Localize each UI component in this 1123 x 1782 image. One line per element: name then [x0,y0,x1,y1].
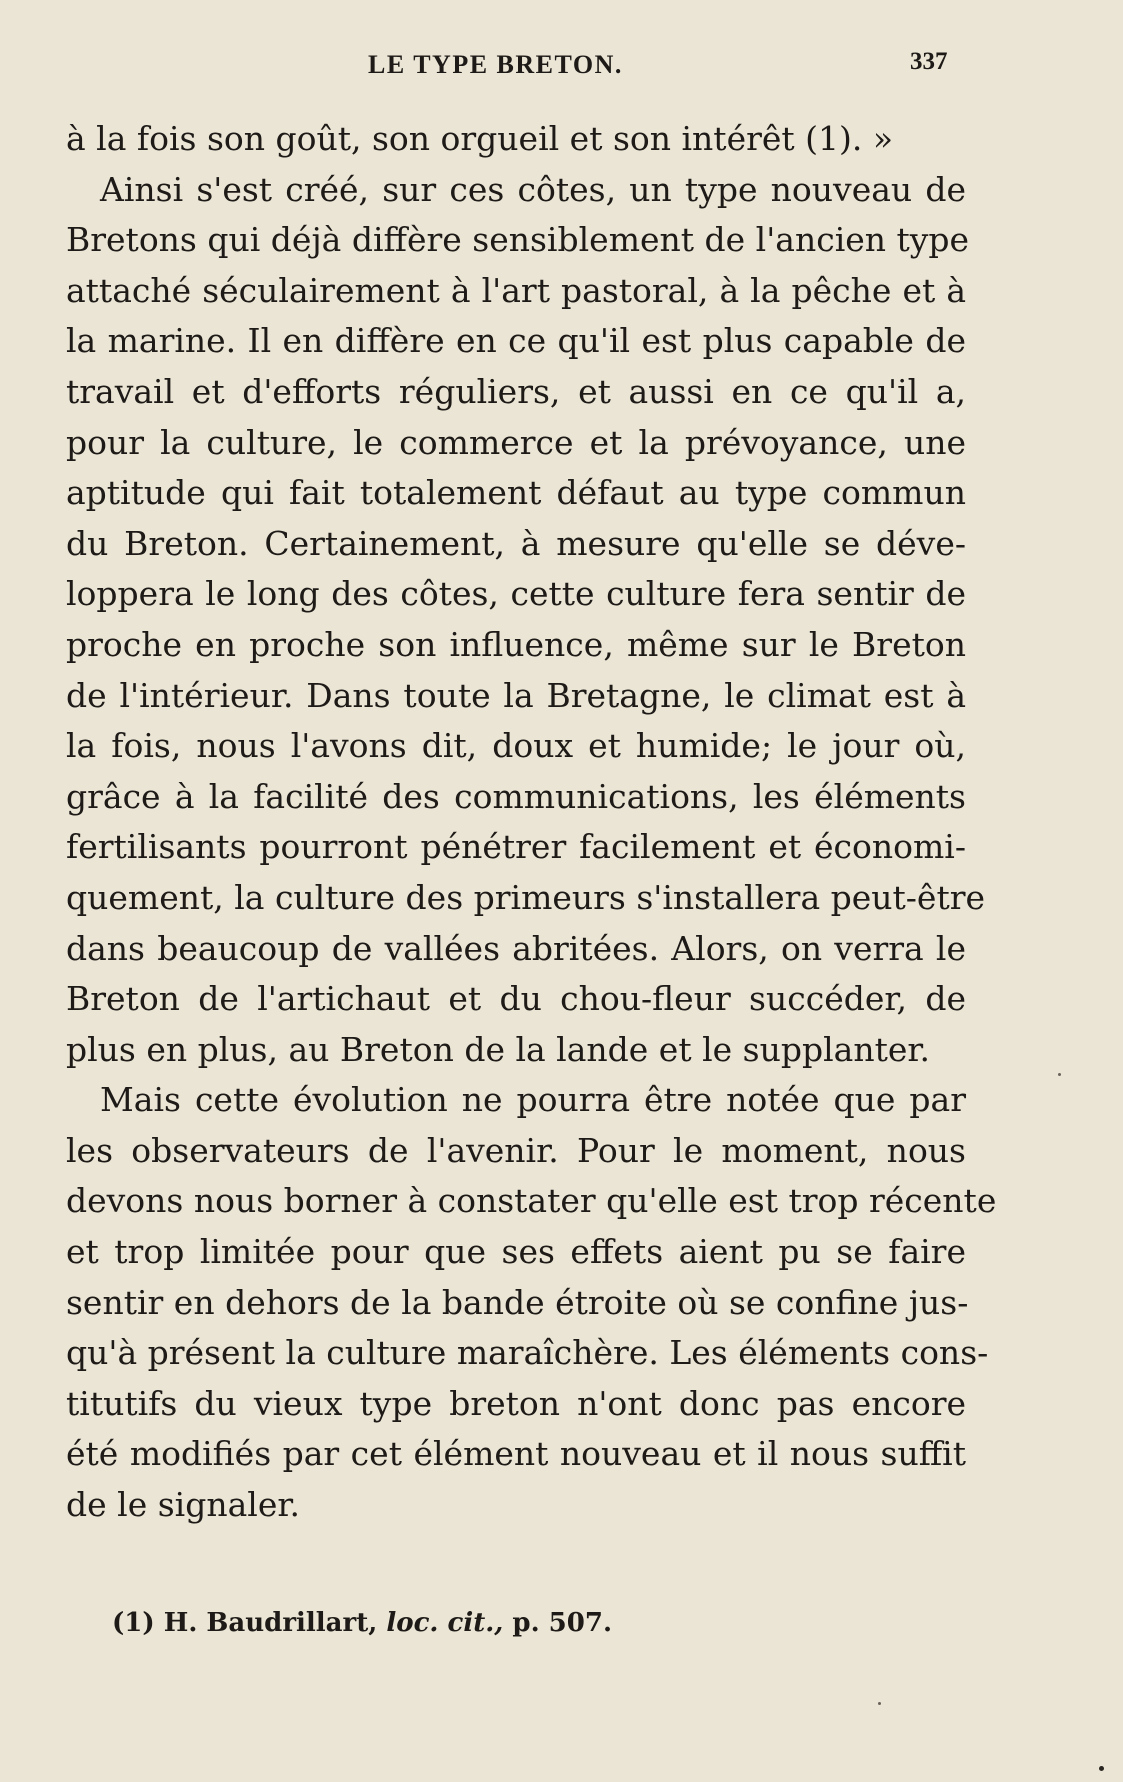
text-line: loppera le long des côtes, cette culture fera sentir de [66,574,966,614]
text-line: été modifiés par cet élément nouveau et il nous suffit [66,1434,966,1474]
text-line: Ainsi s'est créé, sur ces côtes, un type nouveau de [100,169,966,209]
footnote-marker: (1) [112,1608,155,1638]
text-line: la marine. Il en diffère en ce qu'il est plus capable de [66,321,966,361]
text-line: du Breton. Certainement, à mesure qu'elle se déve- [66,523,966,563]
text-line: la fois, nous l'avons dit, doux et humide; le jour où, [66,726,966,766]
text-line: Breton de l'artichaut et du chou-fleur succéder, de [66,979,966,1019]
text-line: sentir en dehors de la bande étroite où se confine jus- [66,1282,969,1322]
text-line: travail et d'efforts réguliers, et aussi en ce qu'il a, [66,371,966,411]
paper-speck [878,1702,881,1705]
running-title: LE TYPE BRETON. [368,50,623,79]
text-line: Bretons qui déjà diffère sensiblement de l'ancien type [66,220,970,260]
page-number: 337 [910,48,948,75]
paper-speck [1058,1073,1061,1076]
text-line: les observateurs de l'avenir. Pour le moment, nous [66,1130,966,1170]
text-line: à la fois son goût, son orgueil et son intérêt (1). » [66,119,894,158]
text-line: Mais cette évolution ne pourra être notée que par [100,1080,966,1120]
text-line: attaché séculairement à l'art pastoral, à la pêche et à [66,270,966,310]
footnote-reference: loc. cit., [386,1608,504,1638]
paper-speck [1099,1766,1104,1771]
text-line: devons nous borner à constater qu'elle est trop récente [66,1181,997,1221]
footnote-author: H. Baudrillart, [163,1608,378,1638]
text-line: qu'à présent la culture maraîchère. Les éléments cons- [66,1333,989,1373]
body-text [66,114,997,1531]
text-line: fertilisants pourront pénétrer facilement et économi- [66,827,966,867]
text-line: de le signaler. [66,1485,300,1525]
text-line: grâce à la facilité des communications, les éléments [66,776,966,816]
text-line: plus en plus, au Breton de la lande et le supplanter. [66,1029,931,1069]
text-line: dans beaucoup de vallées abritées. Alors, on verra le [66,928,966,968]
footnote [112,1608,612,1638]
text-line: et trop limitée pour que ses effets aient pu se faire [66,1232,966,1272]
running-head [0,48,1123,88]
footnote-page: p. 507. [512,1608,612,1638]
text-line: aptitude qui fait totalement défaut au type commun [66,473,966,513]
text-line: proche en proche son influence, même sur le Breton [66,624,966,664]
text-line: titutifs du vieux type breton n'ont donc pas encore [66,1383,966,1423]
text-line: pour la culture, le commerce et la prévoyance, une [66,422,966,462]
text-line: quement, la culture des primeurs s'installera peut-être [66,877,986,917]
text-line: de l'intérieur. Dans toute la Bretagne, le climat est à [66,675,966,715]
